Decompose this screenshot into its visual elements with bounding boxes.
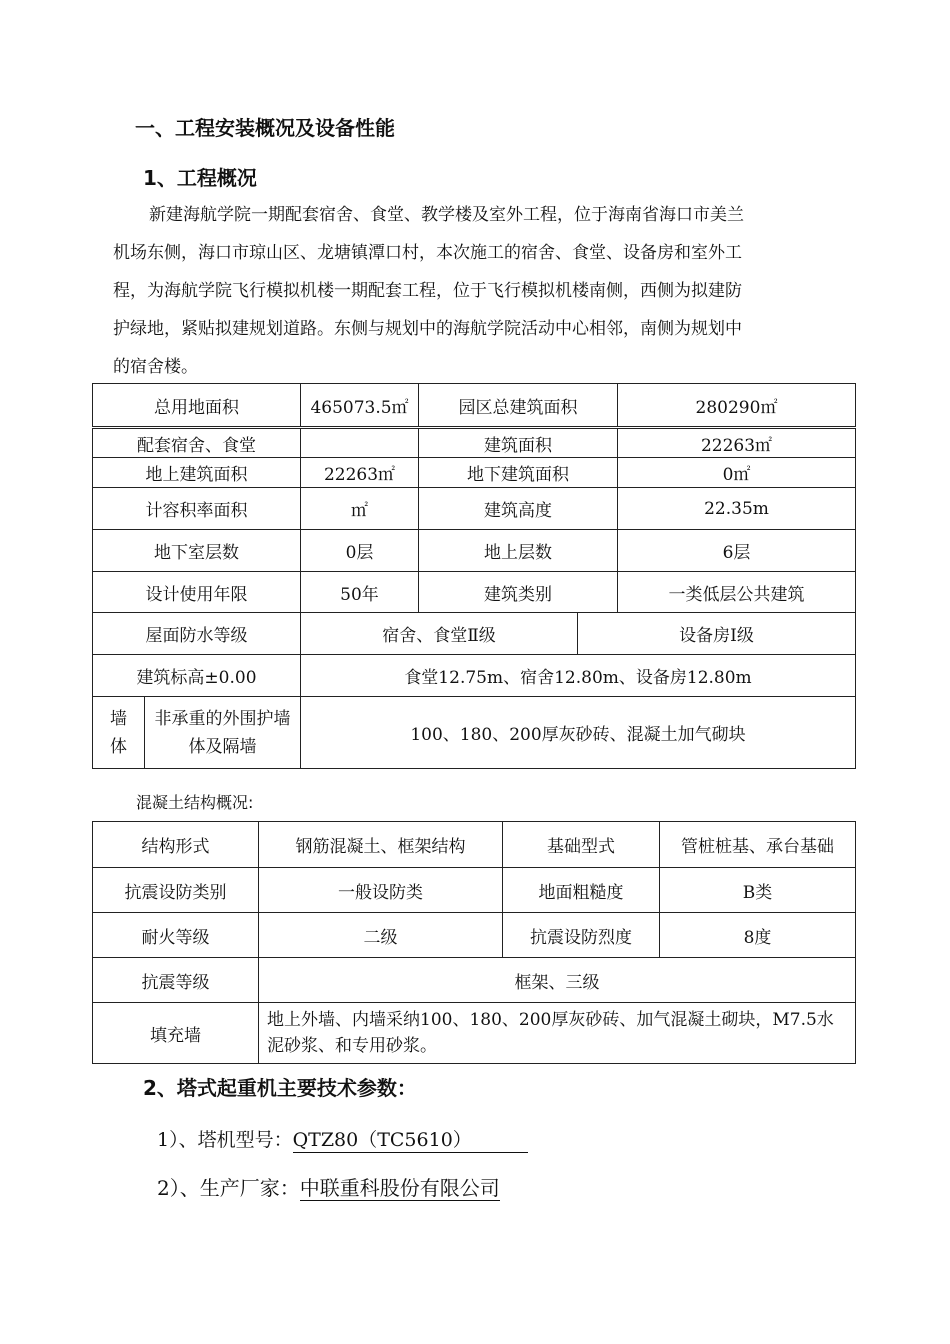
concrete-structure-title: 混凝土结构概况: xyxy=(136,793,254,812)
table-row xyxy=(93,1003,856,1064)
subsection-heading: 1、工程概况 xyxy=(143,166,257,190)
table-cell: 0层 xyxy=(301,530,419,572)
table-cell: 耐火等级 xyxy=(93,913,259,958)
paragraph-line: 护绿地，紧贴拟建规划道路。东侧与规划中的海航学院活动中心相邻，南侧为规划中 xyxy=(113,319,742,339)
table-cell: 一类低层公共建筑 xyxy=(618,572,856,613)
item-value: QTZ80（TC5610） xyxy=(293,1125,528,1153)
table-cell: 设计使用年限 xyxy=(93,572,301,613)
paragraph-line: 机场东侧，海口市琼山区、龙塘镇潭口村，本次施工的宿舍、食堂、设备房和室外工 xyxy=(113,243,742,263)
table-cell: 地上外墙、内墙采纳100、180、200厚灰砂砖、加气混凝土砌块，M7.5水泥砂浆、和专用砂浆。 xyxy=(259,1003,856,1064)
table-cell: 一般设防类 xyxy=(259,868,503,913)
table-cell: 地面粗糙度 xyxy=(503,868,660,913)
table-cell: 280290㎡ xyxy=(618,384,856,428)
table-cell: 22.35m xyxy=(618,488,856,530)
table-cell: 465073.5㎡ xyxy=(301,384,419,428)
table-row xyxy=(93,913,856,958)
table-cell: 地上层数 xyxy=(419,530,618,572)
table-cell: 园区总建筑面积 xyxy=(419,384,618,428)
subsection-heading: 2、塔式起重机主要技术参数： xyxy=(143,1076,417,1100)
table-row xyxy=(93,384,856,428)
table-cell: 结构形式 xyxy=(93,822,259,868)
table-row xyxy=(93,822,856,868)
table-cell: 22263㎡ xyxy=(618,428,856,458)
table-cell: 填充墙 xyxy=(93,1003,259,1064)
table-cell: 地下室层数 xyxy=(93,530,301,572)
table-cell: 管桩桩基、承台基础 xyxy=(660,822,856,868)
project-info-table xyxy=(92,383,856,769)
table-cell: 100、180、200厚灰砂砖、混凝土加气砌块 xyxy=(301,697,856,769)
table-cell: 0㎡ xyxy=(618,458,856,488)
item-label: 1）、塔机型号： xyxy=(157,1129,293,1151)
table-cell: 建筑面积 xyxy=(419,428,618,458)
table-cell: 地上建筑面积 xyxy=(93,458,301,488)
table-row xyxy=(93,613,856,655)
table-cell: 抗震等级 xyxy=(93,958,259,1003)
table-cell: 计容积率面积 xyxy=(93,488,301,530)
table-row xyxy=(93,655,856,697)
table-row xyxy=(93,458,856,488)
table-cell: 钢筋混凝土、框架结构 xyxy=(259,822,503,868)
table-row xyxy=(93,572,856,613)
project-description xyxy=(113,196,825,386)
table-cell: 二级 xyxy=(259,913,503,958)
table-cell: 建筑类别 xyxy=(419,572,618,613)
table-cell: 非承重的外围护墙体及隔墙 xyxy=(145,697,301,769)
table-cell: 22263㎡ xyxy=(301,458,419,488)
table-cell: 屋面防水等级 xyxy=(93,613,301,655)
table-row xyxy=(93,697,856,769)
table-cell: ㎡ xyxy=(301,488,419,530)
paragraph-line: 新建海航学院一期配套宿舍、食堂、教学楼及室外工程，位于海南省海口市美兰 xyxy=(149,205,744,225)
table-cell: 地下建筑面积 xyxy=(419,458,618,488)
table-cell xyxy=(301,428,419,458)
table-cell: 配套宿舍、食堂 xyxy=(93,428,301,458)
table-row xyxy=(93,428,856,458)
table-row xyxy=(93,488,856,530)
table-cell: 6层 xyxy=(618,530,856,572)
table-cell: 墙体 xyxy=(93,697,145,769)
table-row xyxy=(93,958,856,1003)
section-heading: 一、工程安装概况及设备性能 xyxy=(135,116,395,140)
table-cell: 总用地面积 xyxy=(93,384,301,428)
table-cell: 宿舍、食堂Ⅱ级 xyxy=(301,613,578,655)
table-row xyxy=(93,868,856,913)
table-row xyxy=(93,530,856,572)
item-value: 中联重科股份有限公司 xyxy=(299,1176,500,1200)
table-cell: 抗震设防类别 xyxy=(93,868,259,913)
table-cell: 食堂12.75m、宿舍12.80m、设备房12.80m xyxy=(301,655,856,697)
paragraph-line: 的宿舍楼。 xyxy=(113,357,198,377)
table-cell: 基础型式 xyxy=(503,822,660,868)
table-cell: 8度 xyxy=(660,913,856,958)
table-cell: 框架、三级 xyxy=(259,958,856,1003)
table-cell: 50年 xyxy=(301,572,419,613)
table-cell: 抗震设防烈度 xyxy=(503,913,660,958)
table-cell: 建筑高度 xyxy=(419,488,618,530)
item-label: 2）、生产厂家： xyxy=(157,1176,300,1200)
tower-crane-model xyxy=(157,1125,528,1153)
table-cell: B类 xyxy=(660,868,856,913)
table-cell: 设备房Ⅰ级 xyxy=(578,613,856,655)
manufacturer xyxy=(157,1172,500,1201)
paragraph-line: 程，为海航学院飞行模拟机楼一期配套工程，位于飞行模拟机楼南侧，西侧为拟建防 xyxy=(113,281,742,301)
table-cell: 建筑标高±0.00 xyxy=(93,655,301,697)
concrete-structure-table xyxy=(92,821,856,1064)
